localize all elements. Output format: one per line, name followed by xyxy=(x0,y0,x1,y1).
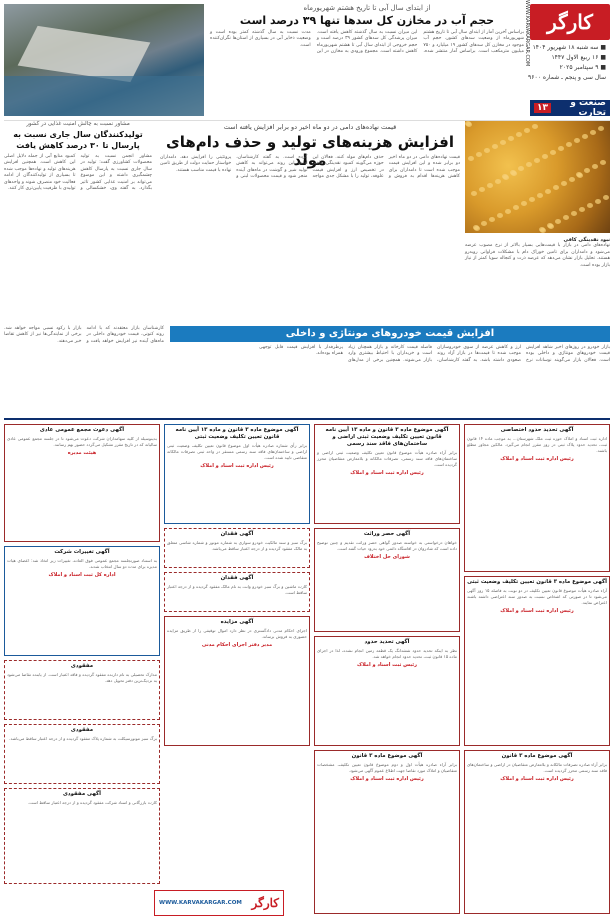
footer-url[interactable]: WWW.KARVAKARGAR.COM xyxy=(159,900,242,906)
corn-kernel xyxy=(579,207,585,212)
ad-text: برگ سبز و سند مالکیت خودرو سواری به شماره موتور و شماره شاسی متعلق به مالک مفقود گردیده و از درجه اعتبار ساقط می‌باشد. xyxy=(167,540,307,551)
corn-kernel xyxy=(537,193,543,198)
ad-signature: رئیس اداره ثبت اسناد و املاک xyxy=(350,470,424,476)
ad-text: کارت ماشین و برگ سبز خودرو وانت به نام مالک مفقود گردیده و از درجه اعتبار ساقط است. xyxy=(167,584,307,595)
issue-date-gregorian: ■ ۹ سپتامبر ۲۰۲۵ xyxy=(559,64,606,71)
ad-text: بدینوسیله از کلیه سهامداران شرکت دعوت می‌شود تا در جلسه مجمع عمومی عادی سالیانه که در تاریخ مقرر تشکیل می‌گردد حضور بهم رسانند. xyxy=(7,436,157,447)
ad-title: آگهی مزایده xyxy=(220,619,254,625)
corn-kernel xyxy=(600,160,606,165)
corn-kernel xyxy=(587,203,593,208)
ad-title: آگهی موضوع ماده ۳ قانون xyxy=(501,753,573,759)
ad-title: آگهی تحدید حدود اختصاصی xyxy=(500,427,574,433)
ad-signature: مدیر دفتر اجرای احکام مدنی xyxy=(201,642,273,648)
ad-title: آگهی فقدان xyxy=(220,531,254,537)
ad-title: آگهی تحدید حدود xyxy=(364,639,410,645)
auto-story-headline[interactable]: افزایش قیمت خودروهای مونتاژی و داخلی xyxy=(170,326,610,342)
corn-kernel xyxy=(532,124,538,129)
ad-signature: رئیس اداره ثبت اسناد و املاک xyxy=(350,776,424,782)
ad-title: آگهی دعوت مجمع عمومی عادی xyxy=(39,427,125,433)
corn-kernel xyxy=(540,228,546,233)
corn-kernel xyxy=(571,211,577,216)
ad-box[interactable] xyxy=(4,424,160,542)
ad-title: آگهی موضوع ماده ۳ قانون تعیین تکلیف وضعیت ثبتی xyxy=(467,579,607,585)
main-story-body-right xyxy=(465,237,610,321)
corn-kernel xyxy=(476,152,482,157)
ad-title: آگهی موضوع ماده ۳ قانون xyxy=(351,753,423,759)
ad-signature: رئیس اداره ثبت اسناد و املاک xyxy=(200,463,274,469)
ad-text: خواهان درخواستی به خواسته صدور گواهی حصر وراثت تقدیم و چنین توضیح داده است که شادروان در اقامتگاه دائمی خود بدرود حیات گفته است. xyxy=(317,540,457,551)
ad-box[interactable] xyxy=(464,424,610,572)
corn-kernel xyxy=(590,130,596,135)
side-story-kicker: مشاور نسبت به چالش امنیت غذایی در کشور xyxy=(26,121,130,127)
dam-wall xyxy=(18,26,151,82)
corn-kernel xyxy=(603,195,609,200)
auto-story-side: کارشناسان بازار معتقدند که با ادامه روند کنونی، قیمت خودروهای داخلی در ماه‌های آینده نیز افزایش خواهد یافت و بازار با رکود نسبی مواجه خواهد شد. برخی از نمایندگی‌ها نیز از کاهش تقاضا خبر می‌دهند. xyxy=(4,326,164,344)
section-title: صنعت و تجارت xyxy=(570,98,606,118)
corn-kernel xyxy=(534,158,540,163)
corn-kernel xyxy=(545,189,551,194)
corn-kernel xyxy=(489,217,495,222)
corn-kernel xyxy=(471,191,477,196)
top-story-kicker: از ابتدای سال آبی تا تاریخ هشتم شهریورماه xyxy=(303,4,431,12)
corn-kernel xyxy=(577,173,583,178)
ad-title: آگهی موضوع ماده ۳ قانون و ماده ۱۳ آیین نامه قانون تعیین تکلیف وضعیت ثبتی xyxy=(175,427,299,440)
corn-kernel xyxy=(569,177,575,182)
ad-box[interactable] xyxy=(164,616,310,746)
side-story-headline[interactable]: تولیدکنندگان سال جاری نسبت به پارسال تا ۳۰ درصد کاهش یافت xyxy=(13,130,143,150)
ad-box[interactable] xyxy=(464,750,610,914)
ad-signature: هیئت مدیره xyxy=(67,450,97,456)
corn-kernel xyxy=(492,144,498,149)
ad-text: اداره ثبت اسناد و املاک حوزه ثبت ملک شهرستان... به موجب ماده ۱۴ قانون ثبت، تحدید حدود پلاک ثبتی در روز مقرر انجام می‌گیرد. مالکین مجاور مطلع باشند. xyxy=(467,436,608,453)
ad-box[interactable] xyxy=(314,528,460,632)
corn-kernel xyxy=(468,156,474,161)
corn-kernel xyxy=(497,213,503,218)
issue-meta xyxy=(530,40,610,86)
ad-title: آگهی تغییرات شرکت xyxy=(54,549,110,555)
corn-kernel xyxy=(518,166,524,171)
corn-kernel xyxy=(553,185,559,190)
corn-kernel xyxy=(481,221,487,226)
ad-signature: شورای حل اختلاف xyxy=(364,554,410,560)
corn-kernel xyxy=(500,140,506,145)
footer-logo[interactable]: کارگر xyxy=(251,896,279,910)
corn-kernel xyxy=(516,132,522,137)
ad-title: مفقودی xyxy=(70,727,94,733)
corn-kernel xyxy=(592,164,598,169)
main-story-kicker: قیمت نهاده‌های دامی در دو ماه اخیر دو برابر افزایش یافته است xyxy=(223,123,397,131)
top-story-headline[interactable]: حجم آب در مخازن کل سدها تنها ۳۹ درصد است xyxy=(239,14,495,27)
corn-kernel xyxy=(513,205,519,210)
corn-kernel xyxy=(508,136,514,141)
corn-kernel xyxy=(598,126,604,131)
corn-kernel xyxy=(524,128,530,133)
ad-signature: رئیس اداره ثبت اسناد و املاک xyxy=(500,456,574,462)
corn-kernel xyxy=(555,219,561,224)
site-url[interactable]: WWW.KARVAKARGAR.COM xyxy=(524,0,530,66)
main-story-body: قیمت نهاده‌های دامی در دو ماه اخیر دو برابر شده و این افزایش قیمت موجب شده است تا دامداران برای کاهش هزینه‌ها اقدام به فروش و حذف دام‌های مولد کنند. فعالان این حوزه می‌گویند کمبود نقدینگی، تاخیر در تخصیص ارز و افزایش قیمت علوفه، تولید را با مشکل جدی مواجه کرده است. به گفته کارشناسان، ادامه این روند می‌تواند به کاهش تولید شیر و گوشت در ماه‌های آینده منجر شود و قیمت محصولات لبنی و پروتئینی را افزایش دهد. دامداران خواستار حمایت دولت از طریق تامین نهاده با قیمت مناسب هستند. xyxy=(160,155,460,180)
section-bar xyxy=(530,100,610,116)
ad-text: به استناد صورتجلسه مجمع عمومی فوق العاده، تغییرات زیر اتخاذ شد: اعضای هیات مدیره برای مدت دو سال انتخاب شدند. xyxy=(7,558,157,569)
corn-kernel xyxy=(574,138,580,143)
ad-title: آگهی فقدان xyxy=(220,575,254,581)
ad-title: مفقودی xyxy=(70,663,94,669)
corn-kernel xyxy=(466,122,472,127)
page-number: ۱۳ xyxy=(534,103,551,113)
main-story-body-right-text: نهاده‌های دامی در بازار با قیمت‌هایی بسیار بالاتر از نرخ مصوب عرضه می‌شود و دامداران برای تامین خوراک دام با مشکلات فراوانی روبه‌رو هستند. تحلیل بازار نشان می‌دهد که عرضه ذرت و کنجاله سویا کمتر از نیاز بازار بوده است. xyxy=(465,243,610,268)
top-story xyxy=(210,4,524,116)
issue-date: ■ سه شنبه ۱۸ شهریور ۱۴۰۴ xyxy=(532,44,606,51)
corn-kernel xyxy=(529,197,535,202)
corn-kernel xyxy=(550,150,556,155)
main-story-subhead: نبود نقدینگی کافی xyxy=(563,237,610,243)
middle-section xyxy=(4,120,610,320)
ad-text: برابر آراء صادره هیأت موضوع قانون تعیین تکلیف وضعیت ثبتی اراضی و ساختمان‌های فاقد سند رسمی، تصرفات مالکانه و بلامعارض متقاضیان محرز گردیده است. xyxy=(317,450,457,467)
ads-section xyxy=(4,418,610,915)
ad-text: برگ سبز موتورسیکلت به شماره پلاک مفقود گردیده و از درجه اعتبار ساقط می‌باشد. xyxy=(9,736,157,741)
ad-box[interactable] xyxy=(464,576,610,746)
ad-text: مدارک تحصیلی به نام دارنده مفقود گردیده و فاقد اعتبار است. از یابنده تقاضا می‌شود به نزدیک‌ترین دفتر تحویل دهد. xyxy=(7,672,157,683)
ad-box[interactable] xyxy=(164,528,310,568)
ad-box[interactable] xyxy=(4,660,160,720)
ad-signature: رئیس ثبت اسناد و املاک xyxy=(357,662,417,668)
footer-brand xyxy=(154,890,284,916)
ad-text: نظر به اینکه تحدید حدود ششدانگ یک قطعه زمین انجام نشده، لذا در اجرای ماده ۱۵ قانون ثبت، تحدید حدود انجام خواهد شد. xyxy=(317,648,457,659)
corn-kernel xyxy=(511,171,517,176)
corn-kernel xyxy=(495,179,501,184)
reservoir-water xyxy=(4,76,204,116)
ad-text: برابر آراء صادره تصرفات مالکانه و بلامعارض متقاضیان در اراضی و ساختمان‌های فاقد سند رسمی محرز گردیده است. xyxy=(467,762,607,773)
ad-box[interactable] xyxy=(314,424,460,524)
main-story xyxy=(156,121,610,321)
corn-photo xyxy=(465,121,610,233)
corn-kernel xyxy=(548,224,554,229)
issue-number: سال سی و پنجم ـ شماره ۹۶۰۰ xyxy=(528,74,606,81)
ad-box[interactable] xyxy=(314,750,460,914)
corn-kernel xyxy=(505,209,511,214)
corn-kernel xyxy=(474,226,480,231)
corn-kernel xyxy=(484,148,490,153)
ad-title: آگهی حصر وراثت xyxy=(363,531,411,537)
top-story-body: براساس آخرین آمار از ابتدای سال آبی تا تاریخ هشتم شهریورماه از وضعیت سدهای کشور، حجم آب موجود در مخازن کل سدهای کشور ۱۹ میلیارد و ۷۵۰ میلیون مترمکعب است. براساس آمار منتشر شده، این میزان نسبت به سال گذشته کاهش یافته است. میزان پرشدگی کل سدهای کشور ۳۹ درصد است و حجم خروجی از ابتدای سال آبی تا هشتم شهریورماه کاهش داشته است. مجموع ورودی به مخازن در این مدت نسبت به سال گذشته کمتر بوده است و وضعیت ذخایر آبی در بسیاری از استان‌ها نگران‌کننده است. xyxy=(210,30,524,55)
corn-kernel xyxy=(558,146,564,151)
corn-kernel xyxy=(566,142,572,147)
ad-text: اجرای احکام مدنی دادگستری در نظر دارد اموال توقیفی را از طریق مزایده حضوری به فروش برساند. xyxy=(167,628,307,639)
side-story-body: مشاور انجمن نسبت به تولید محصولات کشاورزی گفت: تولید در سال جاری نسبت به پارسال کاهش چشمگیری داشته و این موضوع می‌تواند بر امنیت غذایی کشور تاثیر بگذارد. به گفته وی، خشکسالی و کمبود منابع آبی از جمله دلایل اصلی این کاهش است. همچنین افزایش هزینه‌های تولید و نهاده‌ها موجب شده تا بسیاری از تولیدکنندگان از ادامه فعالیت خود منصرف شوند و واحدهای تولیدی با ظرفیت پایین‌تری کار کنند. xyxy=(4,154,152,192)
ad-box[interactable] xyxy=(164,424,310,524)
ad-text: برابر رأی شماره صادره هیأت اول موضوع قانون تعیین تکلیف وضعیت ثبتی اراضی و ساختمان‌های فاقد سند رسمی مستقر در واحد ثبتی تصرفات مالکانه متقاضی تایید شده است. xyxy=(167,443,307,460)
corn-kernel xyxy=(479,187,485,192)
ad-box[interactable] xyxy=(4,724,160,784)
ad-title: آگهی موضوع ماده ۳ قانون و ماده ۱۳ آیین نامه قانون تعیین تکلیف وضعیت ثبتی اراضی و ساختمان‌های فاقد سند رسمی xyxy=(325,427,449,447)
ad-signature: رئیس اداره ثبت اسناد و املاک xyxy=(500,608,574,614)
side-story xyxy=(4,121,152,321)
newspaper-logo[interactable]: کارگر xyxy=(530,4,610,40)
newspaper-page xyxy=(4,0,610,915)
ad-box[interactable] xyxy=(314,636,460,746)
dam-photo xyxy=(4,4,204,116)
corn-kernel xyxy=(595,199,601,204)
corn-kernel xyxy=(584,168,590,173)
ad-title: آگهی مفقودی xyxy=(62,791,102,797)
corn-kernel xyxy=(561,181,567,186)
corn-kernel xyxy=(487,183,493,188)
corn-kernel xyxy=(526,162,532,167)
corn-kernel xyxy=(563,215,569,220)
masthead xyxy=(524,0,610,118)
ad-text: برابر آراء صادره هیأت اول و دوم موضوع قانون تعیین تکلیف، مشخصات متقاضیان و املاک مورد تقاضا جهت اطلاع عموم آگهی می‌شود. xyxy=(317,762,457,773)
ad-signature: رئیس اداره ثبت اسناد و املاک xyxy=(500,776,574,782)
ad-box[interactable] xyxy=(4,546,160,656)
ad-text: کارت بازرگانی و اسناد شرکت مفقود گردیده و از درجه اعتبار ساقط است. xyxy=(27,800,157,805)
ad-signature: اداره کل ثبت اسناد و املاک xyxy=(48,572,116,578)
corn-kernel xyxy=(582,134,588,139)
ad-box[interactable] xyxy=(164,572,310,612)
corn-kernel xyxy=(503,175,509,180)
corn-kernel xyxy=(542,154,548,159)
issue-date-hijri: ■ ۱۶ ربیع الاول ۱۴۴۷ xyxy=(551,54,606,61)
ad-box[interactable] xyxy=(4,788,160,884)
auto-story-body: بازار خودرو در روزهای اخیر شاهد افزایش قیمت خودروهای مونتاژی و داخلی بوده است. فعالان بازار می‌گویند نوسانات نرخ ارز و کاهش عرضه از سوی خودروسازان موجب شده تا قیمت‌ها در بازار آزاد روند صعودی داشته باشد. به گفته کارشناسان، فاصله قیمت کارخانه و بازار همچنان زیاد است و خریداران با احتیاط بیشتری وارد بازار می‌شوند. همچنین برخی از مدل‌های پرطرفدار با افزایش قیمت قابل توجهی همراه بوده‌اند. xyxy=(259,345,610,363)
corn-kernel xyxy=(521,201,527,206)
main-story-headline[interactable]: افزایش هزینه‌های تولید و حذف دام‌های مولد xyxy=(165,133,455,169)
ad-text: آراء صادره هیأت موضوع قانون تعیین تکلیف در دو نوبت به فاصله ۱۵ روز آگهی می‌شود تا در صورتی که اشخاص نسبت به صدور سند اعتراضی داشته باشند اعتراض نمایند. xyxy=(467,588,607,605)
